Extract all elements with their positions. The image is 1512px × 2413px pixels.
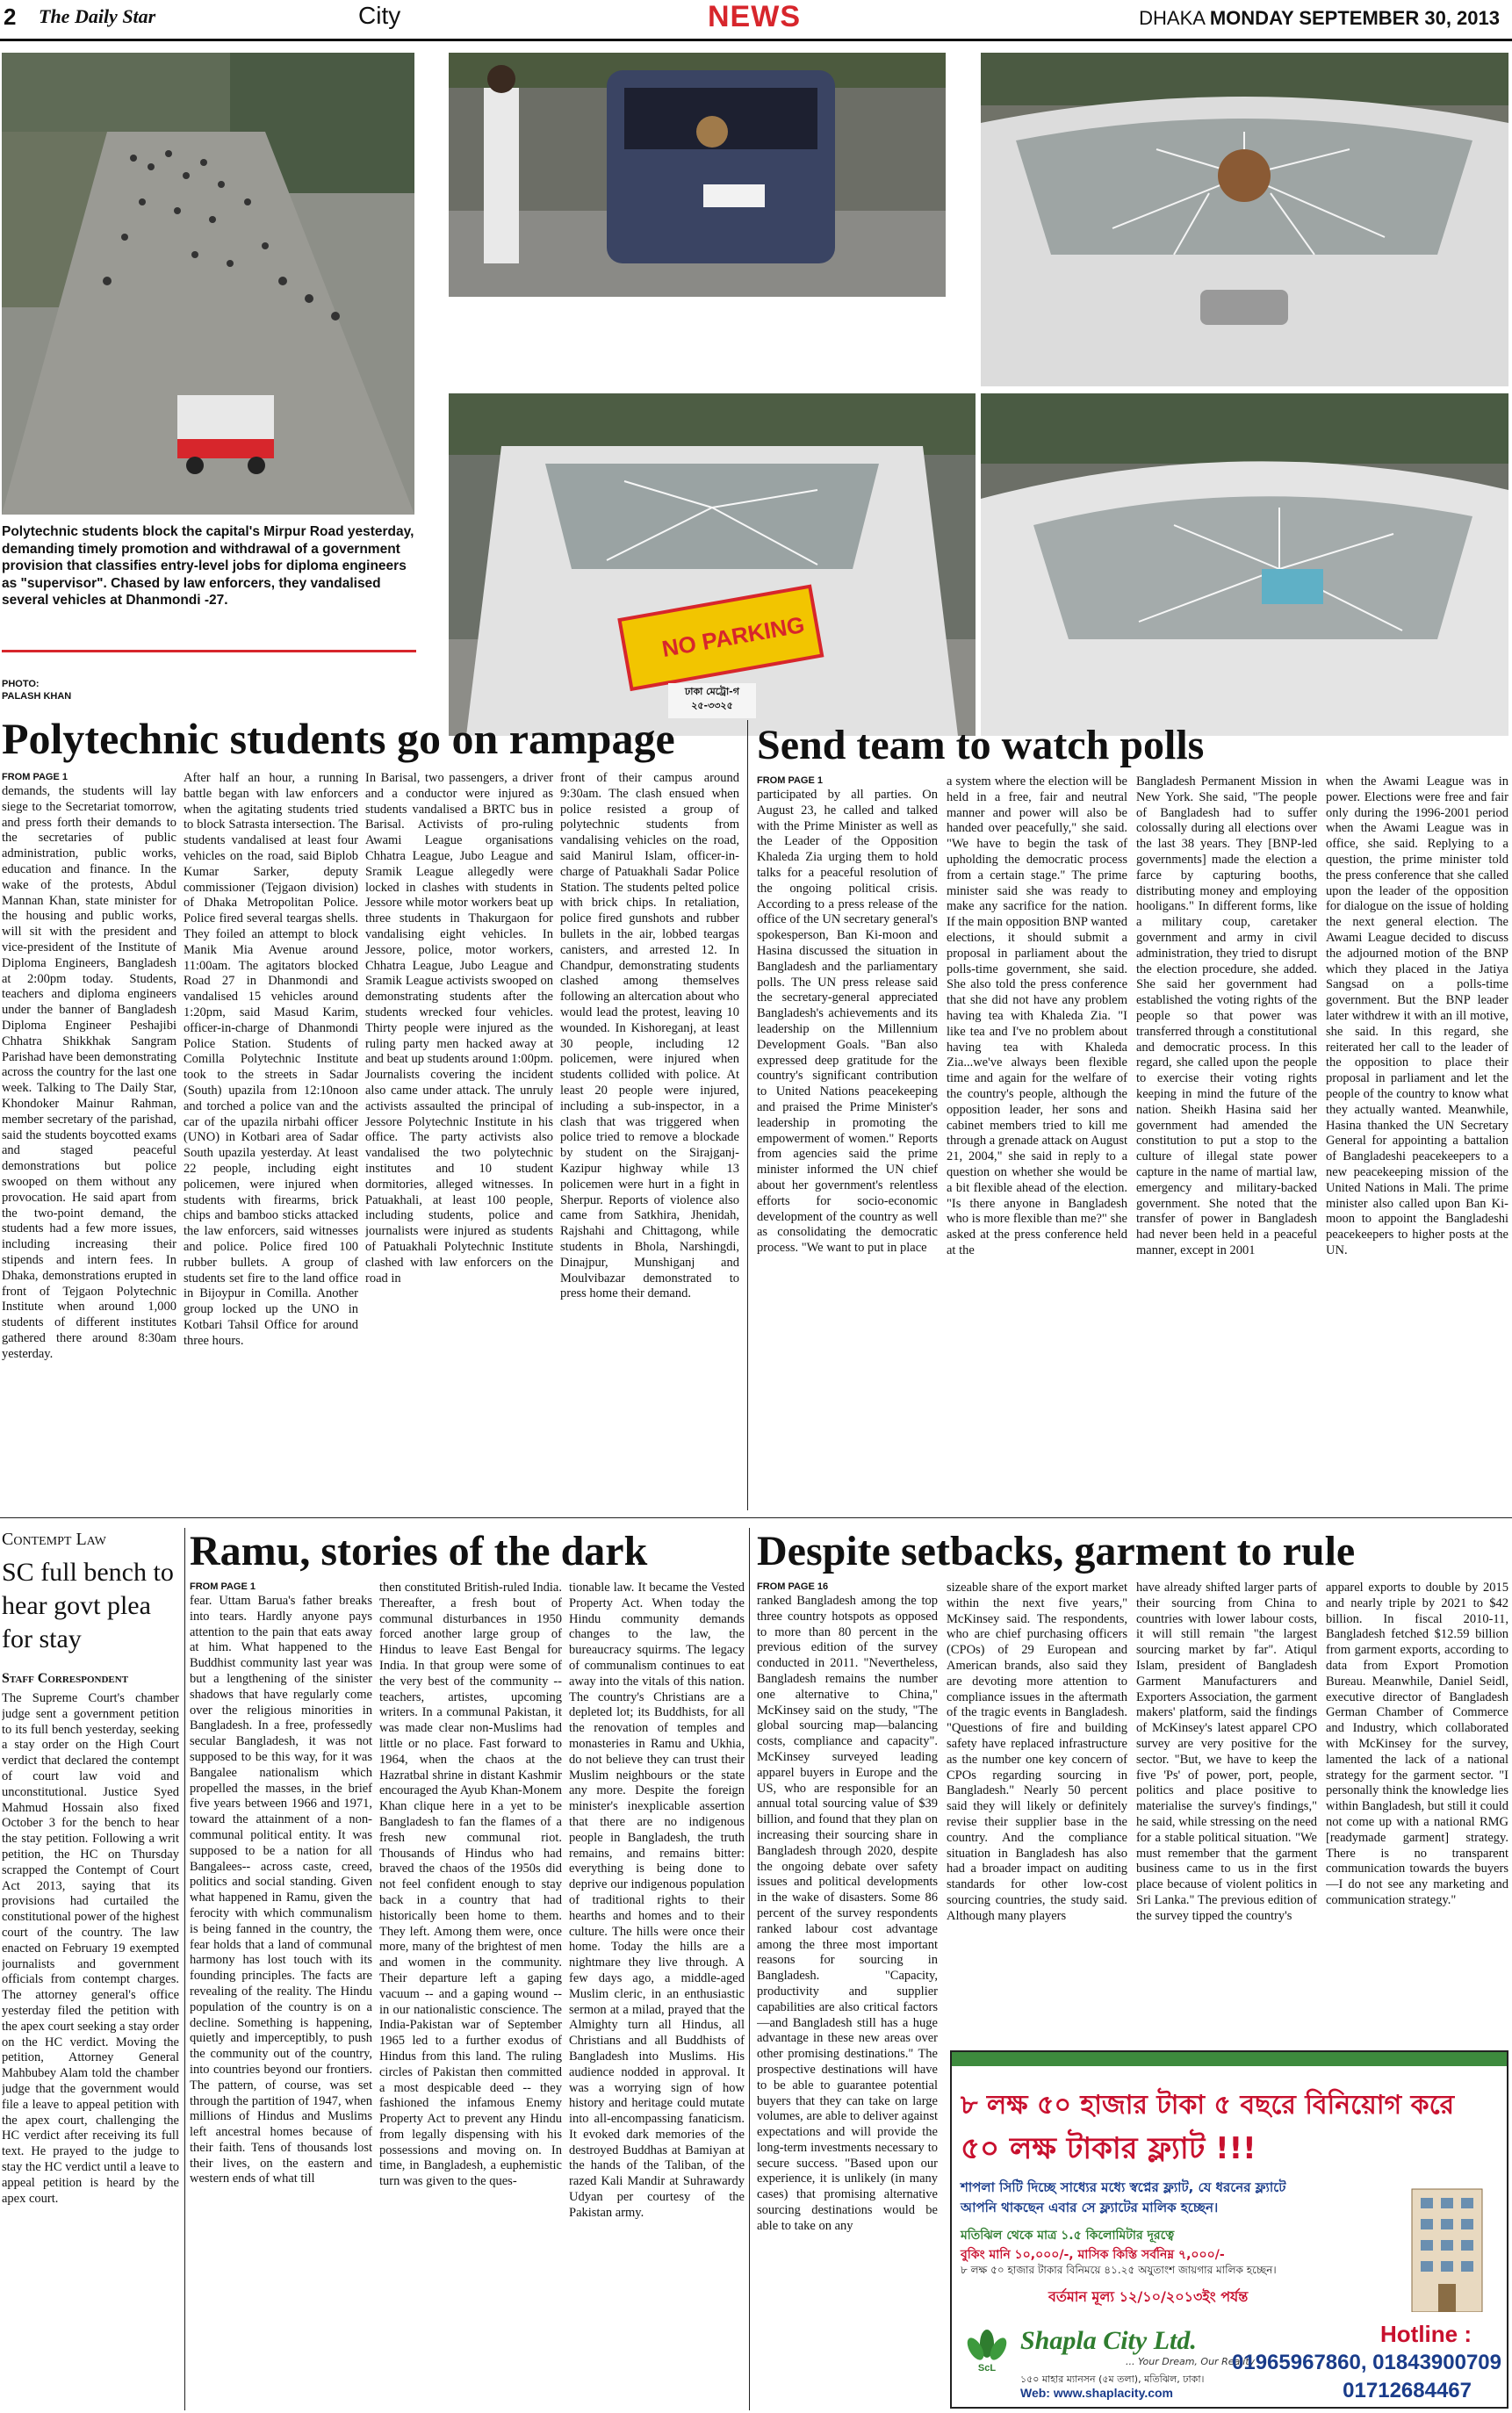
story1-col1: [2, 771, 176, 1507]
photo-smashed-windshield: [981, 53, 1508, 386]
ad-offer-line1: শাপলা সিটি দিচ্ছে সাধ্যের মধ্যে স্বপ্নের ফ্ল্যাট, যে ধরনের ফ্ল্যাটে: [961, 2179, 1286, 2195]
masthead: [0, 0, 1512, 35]
ad-website: Web: www.shaplacity.com: [1020, 2386, 1174, 2400]
ad-distance: মতিঝিল থেকে মাত্র ১.৫ কিলোমিটার দূরত্বে: [961, 2229, 1175, 2243]
story1-col3: [365, 771, 553, 1507]
photo-no-parking-car: [449, 393, 976, 736]
story3-kicker: Contempt Law: [2, 1530, 106, 1549]
story2-col1-text: participated by all parties. On August 23, he called and talked with the Prime Minister as well as the Leader of the Opposition Khaleda Zia urging them to hold talks for a peaceful resolution of the ongoing political crisis. According to a press release of the office of the UN secretary general's spokesperson, Ban Ki-moon and Hasina discussed the situation in Bangladesh and the parliamentary polls. The UN press release said the secretary-general appreciated Bangladesh's achievements and its leadership on the Millennium Development Goals. "Ban also expressed deep gratitude for the country's significant contribution to United Nations peacekeeping and praised the Prime Minister's leadership in promoting the empowerment of women." Reports from agencies said the prime minister informed the UN chief about her government's relentless efforts for socio-economic development of the country as well as consolidating the democratic process. "We want to put in place: [757, 788, 938, 1256]
photo-caption: Polytechnic students block the capital's Mirpur Road yesterday, demanding timely promotion and withdrawal of a government provision that classifies entry-level jobs for diploma engineers as "supervisor". Chased by law enforcers, they vandalised several vehicles at Dhanmondi -27.: [2, 524, 414, 608]
photo-credit-label: PHOTO:: [2, 679, 40, 689]
ad-hotline-numbers: 01965967860, 01843900709: [1232, 2351, 1501, 2374]
photo-smashed-white-car: [981, 393, 1508, 736]
story3-headline: SC full bench to hear govt plea for stay: [2, 1558, 174, 1653]
dateline-date: MONDAY SEPTEMBER 30, 2013: [1209, 7, 1500, 29]
ad-booking-money: বুকিং মানি ১০,০০০/-, মাসিক কিস্তি সর্বনিম্ন ৭,০০০/-: [961, 2248, 1225, 2262]
story4-divider: [749, 1528, 750, 2410]
story4-col3: [569, 1581, 745, 2409]
story5-col3-text: have already shifted larger parts of their sourcing from China to countries with lower labour costs, it will still remain "the largest sourcing market by far". Atiqul Islam, president of Bangladesh Garment Manufacturers and Exporters Association, the garment makers' platform, said the findings of McKinsey's latest apparel CPO survey are very positive for the sector. "But, we have to keep the five 'Ps' of power, port, people, politics and place positive to materialise the survey's findings," he said, while stressing on the need for a stable political situation. "We must remember that the garment business came to us in the first place because of violent politics in Sri Lanka." The previous edition of the survey tipped the country's: [1136, 1581, 1317, 1923]
story2-col3: [1136, 774, 1317, 1507]
story3-byline: Staff Correspondent: [2, 1671, 129, 1686]
story2-col4: [1326, 774, 1508, 1507]
story5-col1-text: ranked Bangladesh among the top three country hotspots as opposed to more than 80 percent in the previous edition of the survey conducted in 2011. "Nevertheless, Bangladesh remains the number one alternative to China," McKinsey said on the study, "The global sourcing map—balancing costs, compliance and capacity". McKinsey surveyed leading apparel buyers in Europe and the US, who are responsible for an annual total sourcing value of $39 billion, and found that they plan on increasing their sourcing share in Bangladesh through 2020, despite the ongoing debate over safety issues and political developments in the wake of disasters. Some 86 percent of the survey respondents ranked labour cost advantage among the three most important reasons for sourcing in Bangladesh. "Capacity, productivity and supplier capabilities are also critical factors—and Bangladesh still has a huge advantage in these new areas over other promising destinations." The prospective destinations will have to be able to guarantee potential buyers that they can take on large volumes, are able to deliver against expectations and will provide the long-term investments necessary to secure success. "Based upon our experience, it is unlikely (in many cases) that promising alternative sourcing destinations would be able to take on any: [757, 1594, 938, 2233]
shapla-logo: [961, 2324, 1013, 2377]
ad-brand-name: Shapla City Ltd.: [1020, 2326, 1197, 2355]
story2-col2: [947, 774, 1127, 1507]
ad-headline-investment: ৮ লক্ষ ৫০ হাজার টাকা ৫ বছরে বিনিয়োগ করে: [961, 2090, 1455, 2121]
dateline-city: DHAKA: [1139, 7, 1205, 29]
license-plate-text: ঢাকা মেট্রো-গ ২৫-৩৩২৫: [685, 686, 739, 711]
story4-col1-text: fear. Uttam Barua's father breaks into tears. Hardly anyone pays attention to the pain that eats away at him. What happened to the Buddhist community last year was but a lengthening of the sinister shadows that have regularly come over the religious minorities in Bangladesh. In a free, professedly secular Bangladesh, it was not supposed to be this way, for it was Bangalee nationalism which propelled the masses, in the brief five years between 1966 and 1971, toward the attainment of a non-communal political entity. It was supposed to be a nation for all Bangalees-- across caste, creed, politics and social standing. Given what happened in Ramu, given the ferocity with which communalism is being fanned in the country, the fear holds that a land of communal harmony has lost touch with its founding principles. The facts are revealing of the reality. The Hindu population of the country is on a decline. Something is happening, quietly and imperceptibly, to push the community out of the country, into countries beyond our frontiers. The pattern, of course, was set through the partition of 1947, when millions of Hindus and Muslims left ancestral homes because of their faith. Tens of thousands lost their lives, on the eastern and western ends of what till: [190, 1594, 372, 2186]
story5-col1: [757, 1581, 938, 2409]
story-divider-vertical: [747, 720, 748, 1510]
story5-col2: [947, 1581, 1127, 2042]
caption-rule: [2, 650, 416, 652]
page-number: 2: [4, 4, 17, 30]
shapla-logo-text: ScL: [977, 2363, 997, 2373]
story4-headline: Ramu, stories of the dark: [190, 1528, 648, 1574]
sidebar-divider: [184, 1528, 185, 2410]
story1-col2: [184, 771, 358, 1507]
ad-top-band: [952, 2052, 1507, 2066]
ad-land-share: ৮ লক্ষ ৫০ হাজার টাকার বিনিময়ে ৪১.২৫ অযুতাংশ জায়গার মালিক হচ্ছেন।: [961, 2264, 1277, 2276]
dateline: [1139, 7, 1500, 30]
story4-col2-text: then constituted British-ruled India. Thereafter, a fresh bout of communal disturbances in 1950 forced another large group of Hindus to leave East Bengal for India. In that group were some of the very best of the community -- teachers, artistes, upcoming writers. In a communal Pakistan, it was made clear non-Muslims had little or no place. Fast forward to 1964, when the chaos at the Hazratbal shrine in distant Kashmir encouraged the Ayub Khan-Monem Khan clique here in a yet to be Bangladesh to fan the flames of a fresh new communal riot. Thousands of Hindus who had braved the chaos of the 1950s did not feel confident enough to stay back in a country that had historically been home to them. They left. Among them were, once more, many of the brightest of men and women in the community. Their departure left a gaping vacuum -- and a gaping wound -- in our nationalistic conscience. The India-Pakistan war of September 1965 led to a further exodus of Hindus from this land. The ruling circles of Pakistan then committed a most despicable deed -- they fashioned the infamous Enemy Property Act to prevent any Hindu from legally dispensing with his possessions and moving on. In time, in Bangladesh, a euphemistic turn was given to the ques-: [379, 1581, 562, 2189]
story2-headline: Send team to watch polls: [757, 722, 1205, 768]
photo-credit: [2, 678, 71, 702]
story1-headline: Polytechnic students go on rampage: [2, 714, 675, 763]
section-divider-horizontal: [0, 1517, 1512, 1518]
story2-col4-text: when the Awami League was in power. Elections were free and fair only during the 1996-2001 period when the Awami League was in office, she said. Replying to a question, the prime minister told the press conference that she called upon the leader of the opposition for dialogue on the issue of holding the next general election. The Awami League decided to discuss the adjourned motion of the BNP which they placed in the Jatiya Sangsad on a polls-time government. But the BNP leader later withdrew it with an ill motive, she said. In this regard, she reiterated her call to the leader of the opposition to place their proposal in parliament and let the people of the country to know what they actually wanted. Meanwhile, Hasina thanked the UN Secretary General for appointing a battalion of Bangladeshi peacekeepers to a new peacekeeping mission of the United Nations in Mali. The prime minister also called upon Ban Ki-moon to appoint the Bangladeshi peacekeepers to higher posts at the UN.: [1326, 774, 1508, 1257]
ad-address: ১৫০ মাহার ম্যানসন (৫ম তলা), মতিঝিল, ঢাকা।: [1020, 2373, 1205, 2385]
story2-col2-text: a system where the election will be held in a free, fair and neutral manner and power will also be handed over peacefully," she said. "We have to begin the task of upholding the democratic process from a certain stage." The prime minister said she was ready to make any sacrifice for the nation. If the main opposition BNP wanted elections, it should submit a proposal in parliament about the polls-time government, she said. She also told the press conference that she did not have any problem having tea with Khaleda Zia. "I like tea and I've no problem about having tea with Khaleda Zia...we've always been flexible time and again for the welfare of the country's people, although the opposition leader, her sons and cabinet members tried to kill me through a grenade attack on August 21, 2004," she said in reply to a question on whether she would be a bit flexible ahead of the election. "Is there anyone in Bangladesh who is more flexible than me?" she asked at the press conference held at the: [947, 774, 1127, 1257]
masthead-rule: [0, 39, 1512, 41]
story1-col4: [560, 771, 739, 1507]
category-label: NEWS: [708, 0, 801, 33]
photo-mirpur-road-protest: [2, 53, 414, 515]
story1-col1-text: demands, the students will lay siege to the Secretariat tomorrow, and press forth their demands to the secretaries of public administration, public works, education and finance. In the wake of the protests, Abdul Mannan Khan, state minister for the housing and public works, will sit with the president and vice-president of the Institute of Diploma Engineers, Bangladesh at 2:00pm today. Students, teachers and diploma engineers under the banner of Bangladesh Diploma Engineer Peshajibi Chhatra Shikkhak Sangram Parishad have been demonstrating across the country for the last one week. Talking to The Daily Star, Khondoker Mainur Rahman, member secretary of the parishad, said the students boycotted exams and staged peaceful demonstrations but police swooped on them without any provocation. He said apart from the two-point demand, the students had a few more issues, including increasing their stipends and intern fees. In Dhaka, demonstrations erupted in front of Tejgaon Polytechnic Institute when around 1,000 students of different institutes gathered there around 8:30am yesterday.: [2, 784, 176, 1361]
story1-jump: FROM PAGE 1: [2, 772, 68, 782]
ad-headline-flat: ৫০ লক্ষ টাকার ফ্ল্যাট !!!: [961, 2131, 1256, 2166]
no-parking-sign-text: NO PARKING: [659, 610, 807, 663]
story5-jump: FROM PAGE 16: [757, 1581, 829, 1592]
ad-price-validity: বর্তমান মূল্য ১২/১০/২০১৩ইং পর্যন্ত: [1048, 2288, 1249, 2305]
story1-col4-text: front of their campus around 9:30am. The clash ensued when police resisted a group of polytechnic students from vandalising vehicles on the road, said Manirul Islam, officer-in-charge of Patuakhali Sadar Police Station. The students pelted police with brick chips. In retaliation, police fired gunshots and rubber bullets in the air, lobbed teargas canisters, and arrested 12. In Chandpur, demonstrating students clashed among themselves following an altercation about who would lead the protest, leaving 10 wounded. In Kishoreganj, at least 30 people, including 12 policemen, were injured when students collided with police. At least 20 people were injured, including a sub-inspector, in a clash that was triggered when police tried to remove a blockade by student on the Sirajganj-Kazipur highway while 13 policemen were hurt in a fight in Sherpur. Reports of violence also came from Satkhira, Jhenidah, Rajshahi and Chittagong, while students in Bhola, Narshingdi, Dinajpur, Munshiganj and Moulvibazar demonstrated to press home their demand.: [560, 771, 739, 1301]
story1-col3-text: In Barisal, two passengers, a driver and a conductor were injured as students vandalised a BRTC bus in Barisal. Activists of pro-ruling Awami League organisations Chhatra League, Jubo League and Sramik League allegedly were locked in clashes with students in Jessore while motor workers beat up three students in Thakurgaon for vandalising eight vehicles. In Jessore, police, motor workers, Chhatra League, Jubo League and Sramik League activists swooped on demonstrating students after the students wrecked four vehicles. Thirty people were injured as the ruling party men hacked away at and beat up students around 1:00pm. Journalists covering the incident also came under attack. The unruly activists assaulted the principal of Jessore Polytechnic Institute in his office. The party activists also vandalised the two polytechnic institutes and 10 student dormitories, alleged witnesses. In Patuakhali, at least 100 people, including students, police and journalists were injured as students of Patuakhali Polytechnic Institute clashed with law enforcers on the road in: [365, 771, 553, 1286]
shapla-city-advertisement: [950, 2050, 1508, 2409]
story5-col3: [1136, 1581, 1317, 2042]
story4-jump: FROM PAGE 1: [190, 1581, 256, 1592]
ad-tagline: ... Your Dream, Our Reality: [1126, 2356, 1256, 2367]
photo-credit-name: PALASH KHAN: [2, 691, 72, 702]
story5-headline: Despite setbacks, garment to rule: [757, 1528, 1356, 1574]
story4-col1: [190, 1581, 372, 2409]
story3-body-text: The Supreme Court's chamber judge sent a government petition to its full bench yesterday, seeking a stay order on the High Court verdict that declared the contempt of court law void and unconstitutional. Justice Syed Mahmud Hossain also fixed October 3 for the bench to hear the stay petition. Following a writ petition, the HC on Thursday scrapped the Contempt of Court Act 2013, saying that its provisions had curtailed the constitutional power of the highest court of the country. The law enacted on February 19 exempted journalists and government officials from contempt charges. The attorney general's office yesterday filed the petition with the apex court seeking a stay order on the HC verdict. Moving the petition, Attorney General Mahbubey Alam told the chamber judge that the government would file a leave to appeal petition with the apex court, challenging the HC verdict after receiving its full text. He prayed to the judge to stay the HC verdict until a leave to appeal petition is heard by the apex court.: [2, 1691, 179, 2206]
story3-body: [2, 1691, 179, 2409]
story2-col3-text: Bangladesh Permanent Mission in New York. She said, "The people of Bangladesh had to suffer colossally during all elections over the last 38 years. They [BNP-led governments] made the election a farce by capturing booths, distributing money and employing hooligans." In different forms, like a military coup, caretaker government and army in civil administration, they tried to disrupt the election procedure, she added. She said her government had established the voting rights of the people so that power was transferred through a constitutional and democratic process. In this regard, she called upon the people to exercise their voting rights keeping in mind the future of the nation. Sheikh Hasina said her government had amended the constitution to put a stop to the culture of illegal state power capture in the name of martial law, emergency and military-backed government. She noted that the transfer of power in Bangladesh had never been held in a peaceful manner, except in 2001: [1136, 774, 1317, 1257]
paper-name: The Daily Star: [39, 5, 156, 27]
photo-car-vandalism: [449, 53, 946, 297]
story5-col4-text: apparel exports to double by 2015 and nearly triple by 2021 to $42 billion. In fiscal 2010-11, Bangladesh fetched $12.59 billion from garment exports, according to data from Export Promotion Bureau. Meanwhile, Daniel Seidl, executive director of Bangladesh German Chamber of Commerce and Industry, which collaborated with McKinsey for the survey, lamented the lack of a national strategy for the garment sector. "I personally think the knowledge lies within Bangladesh, but still it could not come up with a national RMG [readymade garment] strategy. There is no transparent communication towards the buyers—I do not see any marketing and communication strategy.": [1326, 1581, 1508, 1907]
story1-col2-text: After half an hour, a running battle began with law enforcers when the agitating students tried to block Satrasta intersection. The students vandalised at least four vehicles on the road, said Biplob Kumar Sarker, deputy commissioner (Tejgaon division) of Dhaka Metropolitan Police. Police fired several teargas shells. They foiled an attempt to block Manik Mia Avenue around 11:00am. The agitators blocked Road 27 in Dhanmondi and vandalised 15 vehicles around 1:20pm, said Masud Karim, officer-in-charge of Dhanmondi Police Station. Students of Comilla Polytechnic Institute took to the streets in Sadar (South) upazila from 12:10noon and torched a police van and the car of the upazila nirbahi officer (UNO) in Kotbari area of Sadar South upazila yesterday. At least 22 people, including eight policemen, were injured when students with firearms, brick chips and bamboo sticks attacked the law enforcers, said witnesses and police. Police fired 100 rubber bullets. A group of students set fire to the land office in Bijoypur in Comilla. Another group locked up the UNO in Kotbari Tahsil Office for around three hours.: [184, 771, 358, 1348]
ad-hotline-number-2: 01712684467: [1343, 2379, 1472, 2402]
story4-col3-text: tionable law. It became the Vested Property Act. When today the Hindu community demands changes to the law, the bureaucracy squirms. The legacy of communalism continues to eat away into the vitals of this nation. The country's Christians are a depleted lot; its Buddhists, for all the renovation of temples and monasteries in Ramu and Ukhia, do not believe they can trust their Muslim neighbours or the state any more. Despite the foreign minister's inexplicable assertion that there are no indigenous people in Bangladesh, the truth remains, and remains bitter: everything is being done to deprive our indigenous population of traditional rights to their hearths and homes and to their culture. The hills were once their home. Today the hills are a nightmare they live through. A few days ago, a middle-aged Muslim cleric, in an enthusiastic sermon at a milad, prayed that the Almighty turn all Hindus, all Christians and all Buddhists of Bangladesh into Muslims. His audience nodded in approval. It was a worrying sign of how history and heritage could mutate into all-encompassing fanaticism. It evoked dark memories of the destroyed Buddhas at Bamiyan at the hands of the Taliban, of the razed Kali Mandir at Suhrawardy Udyan per courtesy of the Pakistan army.: [569, 1581, 745, 2220]
story2-col1: [757, 774, 938, 1507]
story5-col4: [1326, 1581, 1508, 2042]
story4-col2: [379, 1581, 562, 2409]
ad-offer-line2: আপনি থাকছেন এবার সে ফ্ল্যাটের মালিক হচ্ছেন।: [961, 2200, 1219, 2215]
story2-jump: FROM PAGE 1: [757, 775, 823, 786]
ad-hotline-label: Hotline :: [1380, 2321, 1472, 2347]
story5-col2-text: sizeable share of the export market within the next five years," McKinsey said. The respondents, who are chief purchasing officers (CPOs) of 29 European and American brands, also said they are devoting more attention to compliance issues in the aftermath of the tragic events in Bangladesh. "Questions of fire and building safety have replaced infrastructure as the number one key concern of CPOs regarding sourcing in Bangladesh." Nearly 50 percent said they will likely or definitely revise their supplier base in the country. And the compliance situation in Bangladesh has also had a broader impact on auditing standards for other low-cost sourcing countries, the study said. Although many players: [947, 1581, 1127, 1923]
building-icon: [1394, 2180, 1500, 2312]
section-label: City: [358, 2, 401, 29]
